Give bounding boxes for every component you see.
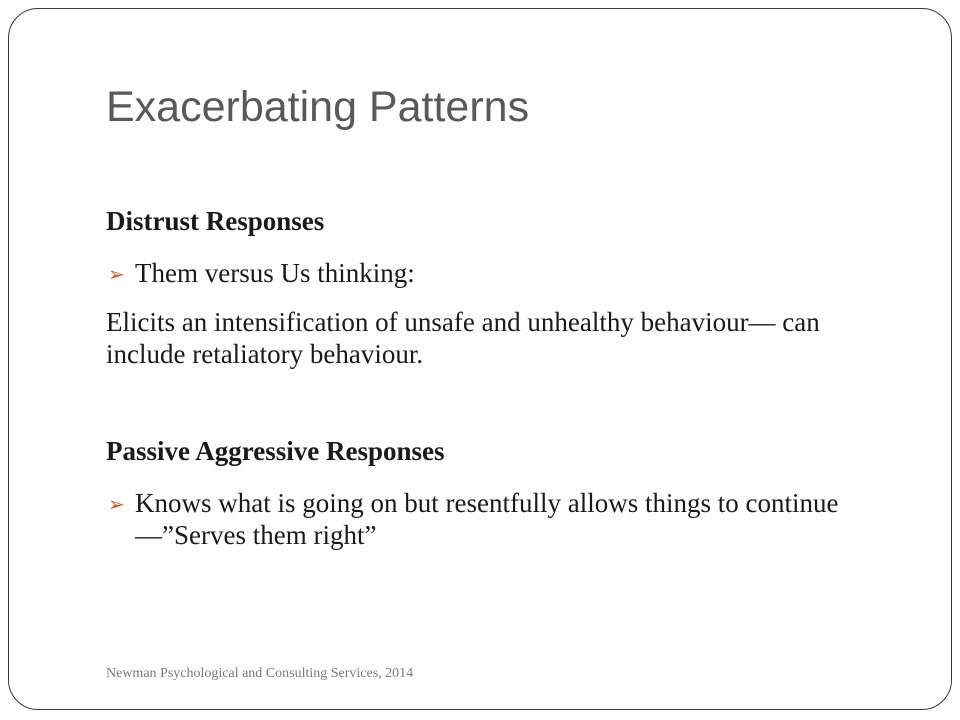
bullet-text: Knows what is going on but resentfully allows things to continue—”Serves them right”	[135, 487, 839, 551]
section-paragraph-distrust: Elicits an intensification of unsafe and unhealthy behaviour— can include retaliatory behaviour.	[106, 306, 820, 370]
slide-footer: Newman Psychological and Consulting Services, 2014	[106, 666, 414, 681]
bullet-item-knows-what-is-going-on	[106, 487, 886, 552]
arrow-bullet-icon: ➢	[108, 491, 125, 516]
slide-title: Exacerbating Patterns	[106, 83, 530, 131]
bullet-text: Them versus Us thinking:	[135, 258, 415, 289]
slide-body	[106, 205, 886, 568]
bullet-item-them-versus-us	[106, 257, 886, 289]
section-heading-distrust: Distrust Responses	[106, 206, 325, 236]
arrow-bullet-icon: ➢	[108, 262, 125, 287]
section-heading-passive-aggressive: Passive Aggressive Responses	[106, 435, 445, 466]
